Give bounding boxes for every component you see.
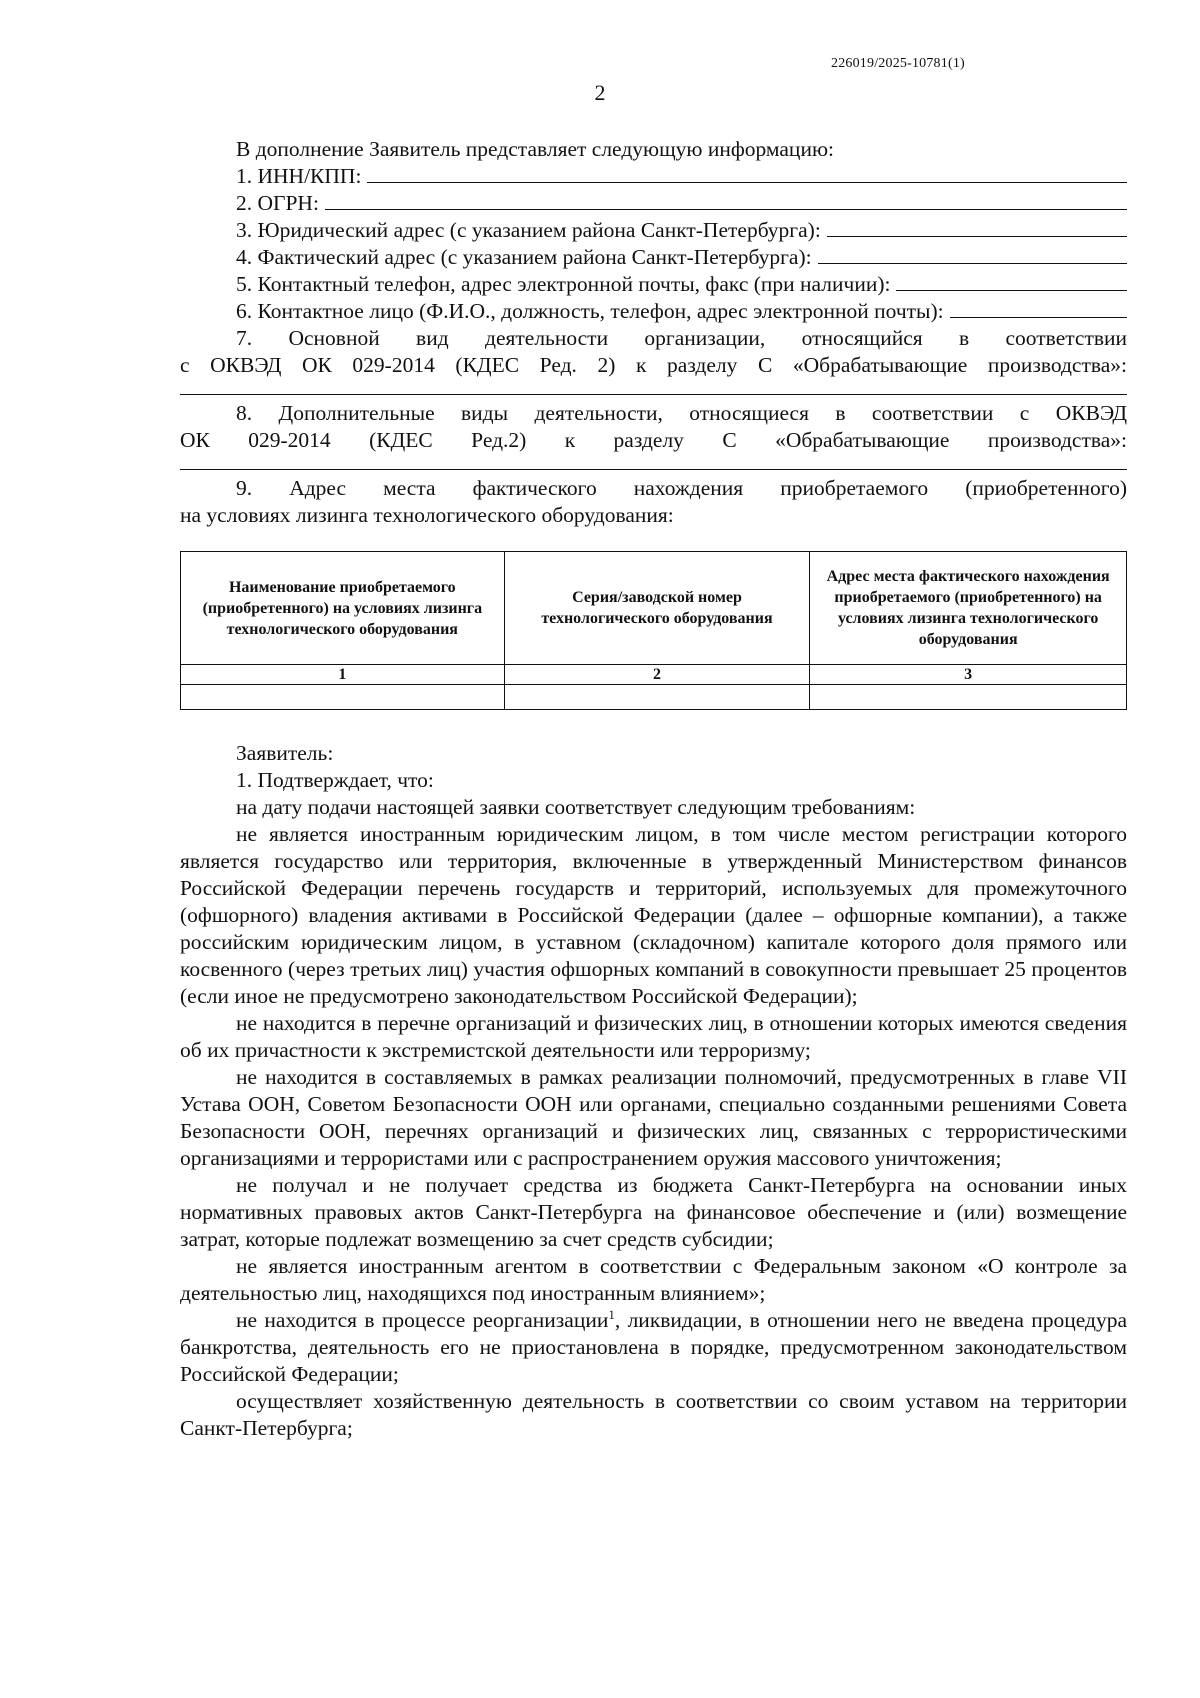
field-label: 2. ОГРН:: [236, 191, 319, 215]
item7-fill-line: [180, 379, 1127, 395]
fill-line: [325, 190, 1127, 210]
equipment-table: [180, 551, 1127, 710]
table-cell: [810, 685, 1127, 710]
requirement-extremism: не находится в перечне организаций и физических лиц, в отношении которых имеются сведения об их причастности к экстремистской деятельности или терроризму;: [180, 1011, 1127, 1062]
fill-line: [950, 298, 1127, 318]
item7-line1: 7. Основной вид деятельности организации, относящийся в соответствии: [236, 326, 1127, 350]
fill-line: [367, 163, 1127, 183]
table-header-serial: Серия/заводской номер технологического оборудования: [504, 552, 810, 665]
table-cell: [181, 685, 505, 710]
table-header-address: Адрес места фактического нахождения приобретаемого (приобретенного) на условиях лизинга технологического оборудования: [810, 552, 1127, 665]
requirement-foreign-agent: не является иностранным агентом в соответствии с Федеральным законом «О контроле за деятельностью лиц, находящихся под иностранным влиянием»;: [180, 1254, 1127, 1305]
item8-line1: 8. Дополнительные виды деятельности, относящиеся в соответствии с ОКВЭД: [236, 401, 1127, 425]
field-actual-address: [180, 244, 1127, 271]
table-header-row: [181, 552, 1127, 665]
item8-fill-line: [180, 454, 1127, 470]
info-intro: В дополнение Заявитель представляет следующую информацию:: [236, 137, 834, 161]
document-body: [180, 136, 1127, 1442]
fill-line: [896, 271, 1127, 291]
item7-line2: с ОКВЭД ОК 029-2014 (КДЕС Ред. 2) к разделу С «Обрабатывающие производства»:: [180, 353, 1127, 377]
field-inn-kpp: [180, 163, 1127, 190]
footnote-marker: 1: [608, 1306, 615, 1322]
table-number-row: [181, 665, 1127, 685]
field-label: 1. ИНН/КПП:: [236, 164, 362, 188]
document-id: 226019/2025-10781(1): [831, 56, 965, 71]
column-number: 1: [181, 665, 505, 685]
field-legal-address: [180, 217, 1127, 244]
requirement-un-lists: не находится в составляемых в рамках реализации полномочий, предусмотренных в главе VII Устава ООН, Советом Безопасности ООН или органами, специально созданными решениями Совета Безопасности ООН, перечнях организаций и физических лиц, связанных с террористическими организациями и террористами или с распространением оружия массового уничтожения;: [180, 1065, 1127, 1170]
item9-line2: на условиях лизинга технологического оборудования:: [180, 503, 674, 527]
applicant-lead: на дату подачи настоящей заявки соответствует следующим требованиям:: [236, 795, 916, 819]
field-label: 4. Фактический адрес (с указанием района Санкт-Петербурга):: [236, 245, 812, 269]
column-number: 2: [504, 665, 810, 685]
page-number: 2: [594, 80, 606, 105]
field-ogrn: [180, 190, 1127, 217]
requirement-territory: осуществляет хозяйственную деятельность в соответствии со своим уставом на территории Санкт-Петербурга;: [180, 1389, 1127, 1440]
field-label: 5. Контактный телефон, адрес электронной почты, факс (при наличии):: [236, 272, 891, 296]
field-contact-person: [180, 298, 1127, 325]
table-row: [181, 685, 1127, 710]
table-header-name: Наименование приобретаемого (приобретенного) на условиях лизинга технологического оборудования: [181, 552, 505, 665]
item8-line2: ОК 029-2014 (КДЕС Ред.2) к разделу С «Обрабатывающие производства»:: [180, 428, 1127, 452]
fill-line: [818, 244, 1127, 264]
requirement-reorganization: [180, 1307, 1127, 1388]
field-label: 3. Юридический адрес (с указанием района Санкт-Петербурга):: [236, 218, 821, 242]
reorganization-text-rest: , ликвидации, в отношении него не введена процедура банкротства, деятельность его не приостановлена в порядке, предусмотренном законодательством Российской Федерации;: [180, 1308, 1128, 1386]
column-number: 3: [810, 665, 1127, 685]
applicant-title: Заявитель:: [236, 741, 334, 765]
fill-line: [827, 217, 1127, 237]
requirement-offshore: не является иностранным юридическим лицом, в том числе местом регистрации которого является государство или территория, включенные в утвержденный Министерством финансов Российской Федерации перечень государств и территорий, используемых для промежуточного (офшорного) владения активами в Российской Федерации (далее – офшорные компании), а также российским юридическим лицом, в уставном (складочном) капитале которого доля прямого или косвенного (через третьих лиц) участия офшорных компаний в совокупности превышает 25 процентов (если иное не предусмотрено законодательством Российской Федерации);: [180, 822, 1127, 1008]
reorganization-text: не находится в процессе реорганизации: [236, 1308, 609, 1332]
item9-line1: 9. Адрес места фактического нахождения приобретаемого (приобретенного): [236, 476, 1127, 500]
field-label: 6. Контактное лицо (Ф.И.О., должность, телефон, адрес электронной почты):: [236, 299, 944, 323]
requirement-budget: не получал и не получает средства из бюджета Санкт-Петербурга на основании иных нормативных правовых актов Санкт-Петербурга на финансовое обеспечение и (или) возмещение затрат, которые подлежат возмещению за счет средств субсидии;: [180, 1173, 1127, 1251]
applicant-confirms: 1. Подтверждает, что:: [236, 768, 434, 792]
table-cell: [504, 685, 810, 710]
field-contacts: [180, 271, 1127, 298]
